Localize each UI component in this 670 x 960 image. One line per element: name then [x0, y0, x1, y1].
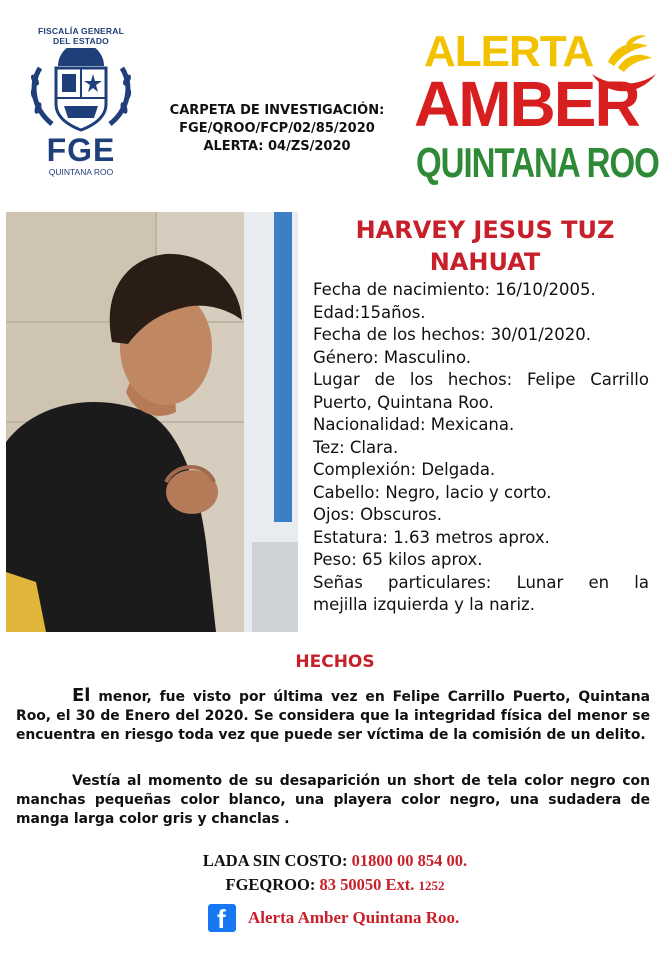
alerta-amber-logo [410, 28, 660, 188]
hechos-paragraph-1 [16, 686, 650, 745]
detail-place-line2: Puerto, Quintana Roo. [313, 392, 494, 412]
detail-weight: Peso: 65 kilos aprox. [313, 550, 483, 569]
detail-gender: Género: Masculino. [313, 347, 472, 367]
person-name-line1: HARVEY JESUS TUZ [355, 216, 615, 244]
hechos-title: HECHOS [295, 652, 375, 672]
detail-eyes: Ojos: Obscuros. [313, 505, 443, 524]
lada-contact [0, 850, 670, 872]
hechos-paragraph-2: Vestía al momento de su desaparición un short de tela color negro con manchas pequeñas color blanco, una playera color negro, una sudadera de manga larga color gris y chanclas . [16, 773, 650, 827]
fge-logo-top-line1: FISCALÍA GENERAL [38, 26, 124, 36]
person-details [313, 279, 649, 617]
fgeqroo-ext: 1252 [418, 878, 445, 893]
detail-marks-line2: mejilla izquierda y la nariz. [313, 595, 535, 614]
hechos-p1-text: menor, fue visto por última vez en Felipe Carrillo Puerto, Quintana Roo, el 30 de Enero del 2020. Se considera que la integridad física del menor se encuentra en riesgo toda vez que puede ser víctima de la comisión de un delito. [16, 689, 650, 743]
facebook-page-name[interactable]: Alerta Amber Quintana Roo. [248, 908, 460, 927]
fge-logo [22, 26, 140, 186]
case-line-1: CARPETA DE INVESTIGACIÓN: [169, 103, 385, 118]
amber-logo-amber: AMBER [414, 68, 639, 140]
amber-logo-quintana-roo: QUINTANA ROO [416, 139, 659, 186]
detail-marks-line1: Señas particulares: Lunar en la [313, 572, 649, 592]
facebook-link[interactable] [208, 902, 459, 934]
fgeqroo-contact [0, 874, 670, 897]
detail-event-date: Fecha de los hechos: 30/01/2020. [313, 325, 591, 344]
detail-place-line1: Lugar de los hechos: Felipe Carrillo [313, 370, 649, 389]
lada-number[interactable]: 01800 00 854 00. [351, 851, 468, 870]
fge-acronym: FGE [46, 132, 116, 168]
detail-nationality: Nacionalidad: Mexicana. [313, 415, 515, 434]
person-name-line2: NAHUAT [429, 248, 541, 276]
missing-person-photo [6, 212, 298, 632]
fgeqroo-number[interactable]: 83 50050 Ext. [319, 875, 415, 894]
hechos-p1-lead: El [72, 685, 91, 706]
case-line-3: ALERTA: 04/ZS/2020 [203, 139, 351, 154]
amber-logo-alerta: ALERTA [424, 27, 594, 76]
detail-skin: Tez: Clara. [313, 437, 399, 457]
fge-logo-top-line2: DEL ESTADO [53, 36, 109, 46]
person-name [305, 214, 665, 278]
case-info [146, 102, 408, 156]
state-seal-icon [26, 48, 136, 134]
detail-hair: Cabello: Negro, lacio y corto. [313, 482, 552, 502]
detail-height: Estatura: 1.63 metros aprox. [313, 527, 550, 547]
case-line-2: FGE/QROO/FCP/02/85/2020 [179, 121, 375, 136]
fgeqroo-label: FGEQROO: [225, 875, 316, 894]
detail-birthdate: Fecha de nacimiento: 16/10/2005. [313, 280, 596, 299]
detail-build: Complexión: Delgada. [313, 460, 496, 479]
facebook-icon: f [208, 904, 236, 932]
detail-age: Edad:15años. [313, 302, 426, 322]
fge-logo-bottom: QUINTANA ROO [48, 167, 114, 177]
lada-label: LADA SIN COSTO: [202, 851, 348, 870]
